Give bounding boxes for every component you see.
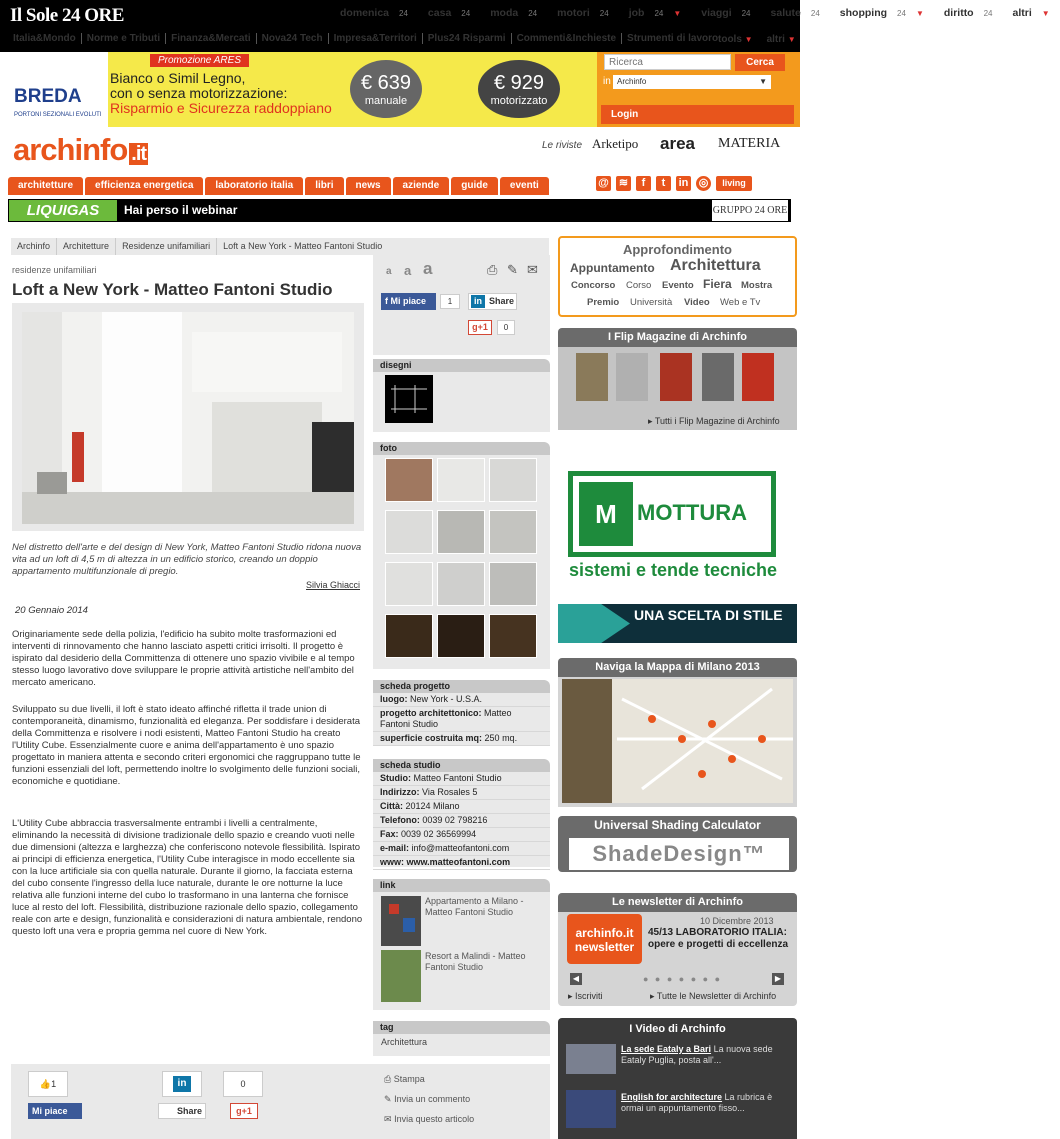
flip-magazine-header: I Flip Magazine di Archinfo <box>558 328 797 347</box>
tag-cloud-item[interactable]: Università <box>630 297 673 308</box>
nav-right <box>718 34 796 45</box>
section-nav <box>8 177 565 195</box>
scelta-text: UNA SCELTA DI STILE <box>634 607 783 623</box>
nav-item[interactable]: Norme e Tributi <box>82 33 166 44</box>
circle-icon[interactable]: ◎ <box>696 176 711 191</box>
email-row[interactable]: e-mail: info@matteofantoni.com <box>373 842 550 856</box>
area-link[interactable]: area <box>660 134 695 153</box>
dropdown-icon: ▼ <box>787 35 796 44</box>
tag-cloud-item[interactable]: Premio <box>587 297 620 308</box>
section-tab[interactable]: architetture <box>8 177 83 195</box>
tag-cloud-item[interactable]: Appuntamento <box>570 261 655 275</box>
gruppo24ore-logo[interactable]: GRUPPO 24 ORE <box>712 200 788 221</box>
magazine-cover[interactable] <box>742 353 774 401</box>
twitter-icon[interactable]: t <box>656 176 671 191</box>
nav-item[interactable]: Nova24 Tech <box>257 33 329 44</box>
top-link[interactable]: moda 24 <box>490 7 538 19</box>
article-category: residenze unifamiliari <box>12 265 97 275</box>
promo-label: Promozione ARES <box>150 54 249 67</box>
social-icons <box>596 176 752 191</box>
price-manual: € 639 manuale <box>350 60 422 118</box>
info-row: Studio: Matteo Fantoni Studio <box>373 772 550 786</box>
top-link[interactable]: job 24 ▼ <box>619 7 692 19</box>
photo-thumbnail[interactable] <box>385 458 433 502</box>
page-title: Loft a New York - Matteo Fantoni Studio <box>12 280 333 299</box>
linkedin-icon[interactable]: in <box>676 176 691 191</box>
price-motor: € 929 motorizzato <box>478 60 560 118</box>
dropdown-icon: ▼ <box>744 35 753 44</box>
info-row: superficie costruita mq: 250 mq. <box>373 732 550 746</box>
photo-thumbnail[interactable] <box>385 510 433 554</box>
top-links <box>330 7 1060 19</box>
dropdown-icon: ▼ <box>915 9 924 18</box>
materia-link[interactable]: MATERIA <box>718 136 781 151</box>
main-nav <box>8 33 723 44</box>
scheda-studio-panel <box>373 772 550 867</box>
print-icon: ⎙ <box>384 1074 392 1084</box>
ad-banner[interactable] <box>0 52 597 127</box>
tag-cloud-item[interactable]: Fiera <box>703 277 732 291</box>
breda-tagline: PORTONI SEZIONALI EVOLUTI <box>14 112 102 118</box>
arrow-right-icon: ▸ <box>648 416 653 426</box>
search-scope-select[interactable]: Archinfo ▼ <box>613 75 771 89</box>
section-tab[interactable]: efficienza energetica <box>85 177 203 195</box>
newsletter-header: Le newsletter di Archinfo <box>558 893 797 912</box>
map-graphic <box>562 679 793 803</box>
newsletter-date: 10 Dicembre 2013 <box>700 916 774 926</box>
drawing-thumbnail[interactable] <box>385 375 433 423</box>
comment-link[interactable]: ✎ Invia un commento <box>384 1094 471 1104</box>
breda-logo: BREDA <box>14 86 82 107</box>
photo-thumbnail[interactable] <box>437 562 485 606</box>
article-date: 20 Gennaio 2014 <box>15 605 88 616</box>
tag-link[interactable]: Architettura <box>381 1037 428 1047</box>
article-paragraph: Sviluppato su due livelli, il loft è stato ideato affinché rifletta il trade union di contemporaneità, dinamismo, funzionalità ed eleganza. Per soddisfare i desiderata della Committenza e risolvere i nodi esistenti, Matteo Fantoni Studio ha creato l'Utility Cube. Essenzialmente cuore e anima dell'appartamento è uno spazio progettato in maniera attenta e secondo criteri ergonomici che raggruppano tutte le funzioni essenziali del loft, permettendo inoltre lo svolgimento delle funzioni sociali, economiche e quotidiane. <box>12 704 361 787</box>
nav-item[interactable]: Commenti&Inchieste <box>512 33 622 44</box>
all-newsletter-link[interactable]: ▸ Tutte le Newsletter di Archinfo <box>650 991 777 1001</box>
tag-cloud-item[interactable]: Corso <box>626 280 652 291</box>
all-flip-link[interactable]: ▸ Tutti i Flip Magazine di Archinfo <box>648 416 780 426</box>
related-link[interactable]: Appartamento a Milano - Matteo Fantoni Studio <box>425 896 524 917</box>
section-tab[interactable]: libri <box>305 177 343 195</box>
rss-icon[interactable]: ≋ <box>616 176 631 191</box>
facebook-icon: f <box>385 296 388 306</box>
facebook-icon[interactable]: f <box>636 176 651 191</box>
approfondimento-title: Approfondimento <box>622 242 733 257</box>
breadcrumb-item[interactable]: Archinfo <box>11 238 57 255</box>
top-link[interactable]: salute 24 <box>770 7 820 19</box>
section-tab[interactable]: eventi <box>500 177 549 195</box>
archinfo-logo[interactable]: archinfo .it <box>13 132 147 167</box>
photo-thumbnail[interactable] <box>489 614 537 658</box>
google-plus-button[interactable]: g+1 <box>230 1103 258 1119</box>
section-tab[interactable]: news <box>346 177 391 195</box>
living-logo[interactable]: living <box>716 176 752 191</box>
search-button[interactable]: Cerca <box>735 54 785 71</box>
photo-thumbnail[interactable] <box>489 458 537 502</box>
login-button[interactable]: Login <box>601 105 794 124</box>
search-in-label: in <box>603 76 611 87</box>
section-tab[interactable]: guide <box>451 177 498 195</box>
google-plus-count: 0 <box>223 1071 263 1097</box>
print-link[interactable]: ⎙ Stampa <box>384 1074 425 1084</box>
newsletter-logo[interactable]: archinfo.it newsletter <box>567 914 642 964</box>
newsletter-headline[interactable]: 45/13 LABORATORIO ITALIA: opere e progetti di eccellenza <box>648 927 789 950</box>
article-paragraph: L'Utility Cube abbraccia trasversalmente entrambi i livelli a centralmente, eliminando la necessità di divisione tradizionale dello spazio e creando vuoti nelle due dimensioni (altezza e larghezza) che conferiscono notevole flessibilità. Ispirato ai principi di efficienza energetica, l'Utility Cube interagisce in modo eccellente sia con la luce artificiale sia con quella naturale. Durante il giorno, la facciata esterna del cubo consente l'ingresso della luce naturale, durante le ore notturne la luce relativa alle funzioni interne del cubo lo trasformano in una lanterna che fornisce luce al resto del loft. Flessibilità, distribuzione razionale dello spazio, collegamento reale con arte e design, funzionalità e considerazioni di natura ambientale, rendono questo loft una vera e propria gemma nel cuore di New York. <box>12 818 363 937</box>
info-row: progetto architettonico: Matteo Fantoni Studio <box>373 707 550 732</box>
breadcrumb-item[interactable]: Architetture <box>57 238 116 255</box>
at-icon[interactable]: @ <box>596 176 611 191</box>
altri-menu[interactable]: altri ▼ <box>766 34 796 45</box>
riviste-label: Le riviste <box>542 140 583 151</box>
link-thumbnail[interactable] <box>381 950 421 1002</box>
top-link[interactable]: domenica 24 <box>340 7 408 19</box>
dropdown-icon: ▼ <box>1041 9 1050 18</box>
top-link[interactable]: diritto 24 <box>943 7 993 19</box>
tag-cloud-item[interactable]: Architettura <box>670 257 761 274</box>
info-row: Fax: 0039 02 36569994 <box>373 828 550 842</box>
section-header-disegni: disegni <box>373 359 550 372</box>
author-link[interactable]: Silvia Ghiacci <box>306 580 361 590</box>
facebook-count: 1 <box>440 294 460 309</box>
plan-drawing <box>385 375 433 423</box>
photo-thumbnail[interactable] <box>489 562 537 606</box>
arketipo-link[interactable]: Arketipo <box>592 136 639 151</box>
info-row: Telefono: 0039 02 798216 <box>373 814 550 828</box>
magazine-cover[interactable] <box>660 353 692 401</box>
sole24ore-logo[interactable]: Il Sole 24 ORE <box>10 5 124 26</box>
nav-item[interactable]: Strumenti di lavoro <box>627 33 719 44</box>
magazine-cover[interactable] <box>576 353 608 401</box>
banner-text: Bianco o Simil Legno, con o senza motorizzazione: Risparmio e Sicurezza raddoppiano <box>110 70 332 116</box>
scheda-progetto-panel <box>373 693 550 746</box>
tools-menu[interactable]: tools ▼ <box>718 34 753 45</box>
photo-thumbnail[interactable] <box>437 614 485 658</box>
main-photo[interactable] <box>22 312 354 524</box>
mottura-ad[interactable] <box>568 471 776 557</box>
tag-cloud-item[interactable]: Mostra <box>741 280 773 291</box>
breadcrumb-item[interactable]: Loft a New York - Matteo Fantoni Studio <box>223 241 383 251</box>
photo-thumbnail[interactable] <box>385 614 433 658</box>
photo-thumbnail[interactable] <box>385 562 433 606</box>
related-link[interactable]: Resort a Malindi - Matteo Fantoni Studio <box>425 951 526 972</box>
newsletter-prev[interactable]: ◀ <box>570 973 582 985</box>
search-input[interactable] <box>604 54 731 70</box>
comment-icon: ✎ <box>384 1094 392 1104</box>
google-plus-count: 0 <box>497 320 515 335</box>
section-header-scheda-studio: scheda studio <box>373 759 550 772</box>
nav-item[interactable]: Impresa&Territori <box>329 33 423 44</box>
send-article-link[interactable]: ✉ Invia questo articolo <box>384 1114 475 1124</box>
video-item[interactable]: La sede Eataly a Bari La nuova sede Eataly Puglia, posta all'... <box>621 1044 773 1065</box>
breadcrumb-item[interactable]: Residenze unifamiliari <box>116 238 217 255</box>
article-paragraph: Originariamente sede della polizia, l'edificio ha subito molte trasformazioni ed interventi di rinnovamento che hanno lasciato aspetti critici irrisolti. Il progetto è ispirato dal desiderio della Committenza di ottenere uno spazio vivibile e al tempo stesso luogo lavorativo dove sviluppare le proprie attività artistiche nell'ambito del mercato americano. <box>12 629 355 688</box>
section-header-scheda-progetto: scheda progetto <box>373 680 550 693</box>
font-large-button[interactable]: a <box>423 259 433 278</box>
top-link[interactable]: motori 24 <box>557 7 609 19</box>
section-tab[interactable]: aziende <box>393 177 450 195</box>
info-row: luogo: New York - U.S.A. <box>373 693 550 707</box>
send-icon[interactable]: ✉ <box>527 262 538 277</box>
top-link[interactable]: shopping 24 ▼ <box>830 7 934 19</box>
section-tab[interactable]: laboratorio italia <box>205 177 303 195</box>
carousel-dots[interactable]: ● ● ● ● ● ● ● <box>643 974 723 984</box>
video-thumbnail[interactable] <box>566 1090 616 1128</box>
comment-icon[interactable]: ✎ <box>507 262 518 277</box>
map-header: Naviga la Mappa di Milano 2013 <box>558 658 797 677</box>
liquigas-logo: LIQUIGAS <box>9 200 117 221</box>
photo-thumbnail[interactable] <box>489 510 537 554</box>
dropdown-icon: ▼ <box>673 9 682 18</box>
facebook-like-button[interactable]: Mi piace <box>28 1103 82 1119</box>
link-thumbnail[interactable] <box>381 896 421 946</box>
video-thumbnail[interactable] <box>566 1044 616 1074</box>
milano-map[interactable] <box>562 679 793 803</box>
newsletter-next[interactable]: ▶ <box>772 973 784 985</box>
photo-thumbnail[interactable] <box>437 458 485 502</box>
mottura-mark: M <box>579 482 633 546</box>
top-link[interactable]: viaggi 24 <box>701 7 751 19</box>
linkedin-share-button[interactable]: in Share <box>468 293 517 310</box>
mottura-name: MOTTURA <box>637 500 747 525</box>
tag-cloud-item[interactable]: Evento <box>662 280 694 291</box>
magazine-cover[interactable] <box>616 353 648 401</box>
website-row[interactable]: www: www.matteofantoni.com <box>373 856 550 870</box>
loft-illustration <box>22 312 354 524</box>
facebook-like-button[interactable]: f Mi piace <box>381 293 436 310</box>
iscriviti-link[interactable]: ▸ Iscriviti <box>568 991 603 1001</box>
tag-cloud-item[interactable]: Concorso <box>571 280 616 291</box>
mottura-tagline: sistemi e tende tecniche <box>568 560 778 580</box>
video-header: I Video di Archinfo <box>558 1020 797 1039</box>
magazine-cover[interactable] <box>702 353 734 401</box>
print-icon[interactable]: ⎙ <box>487 262 498 277</box>
info-row: Indirizzo: Via Rosales 5 <box>373 786 550 800</box>
nav-item[interactable]: Italia&Mondo <box>8 33 82 44</box>
shading-title: Universal Shading Calculator <box>594 818 761 832</box>
top-link[interactable]: altri ▼ <box>1003 7 1060 19</box>
breadcrumb <box>11 238 549 255</box>
top-link[interactable]: casa 24 <box>427 7 471 19</box>
info-row: Città: 20124 Milano <box>373 800 550 814</box>
google-plus-button[interactable]: g+1 <box>468 320 492 335</box>
section-header-tag: tag <box>373 1021 550 1034</box>
video-item[interactable]: English for architecture La rubrica è ormai un appuntamento fisso... <box>621 1092 773 1113</box>
linkedin-count-box <box>162 1071 202 1097</box>
webinar-text[interactable]: Hai perso il webinar <box>124 203 238 217</box>
nav-item[interactable]: Plus24 Risparmi <box>423 33 512 44</box>
shadedesign-logo[interactable]: ShadeDesign™ <box>569 838 789 870</box>
send-icon: ✉ <box>384 1114 392 1124</box>
font-medium-button[interactable]: a <box>404 263 412 278</box>
thumbs-up-icon: 👍 <box>39 1079 52 1089</box>
font-small-button[interactable]: a <box>386 266 392 277</box>
chevron-down-icon: ▼ <box>759 77 767 86</box>
tag-cloud-item[interactable]: Video <box>684 297 710 308</box>
fb-like-count: 👍1 <box>28 1071 68 1097</box>
section-header-foto: foto <box>373 442 550 455</box>
nav-item[interactable]: Finanza&Mercati <box>166 33 256 44</box>
tag-cloud-item[interactable]: Web e Tv <box>720 297 761 308</box>
linkedin-icon: in <box>173 1076 191 1092</box>
linkedin-share-button[interactable]: Share <box>158 1103 206 1119</box>
section-header-link: link <box>373 879 550 892</box>
article-caption: Nel distretto dell'arte e del design di New York, Matteo Fantoni Studio ridona nuova vita ad un loft di 4,5 m di altezza in un edificio storico, creando un doppio appartamento multifunzionale di pregio. <box>12 542 362 577</box>
photo-thumbnail[interactable] <box>437 510 485 554</box>
